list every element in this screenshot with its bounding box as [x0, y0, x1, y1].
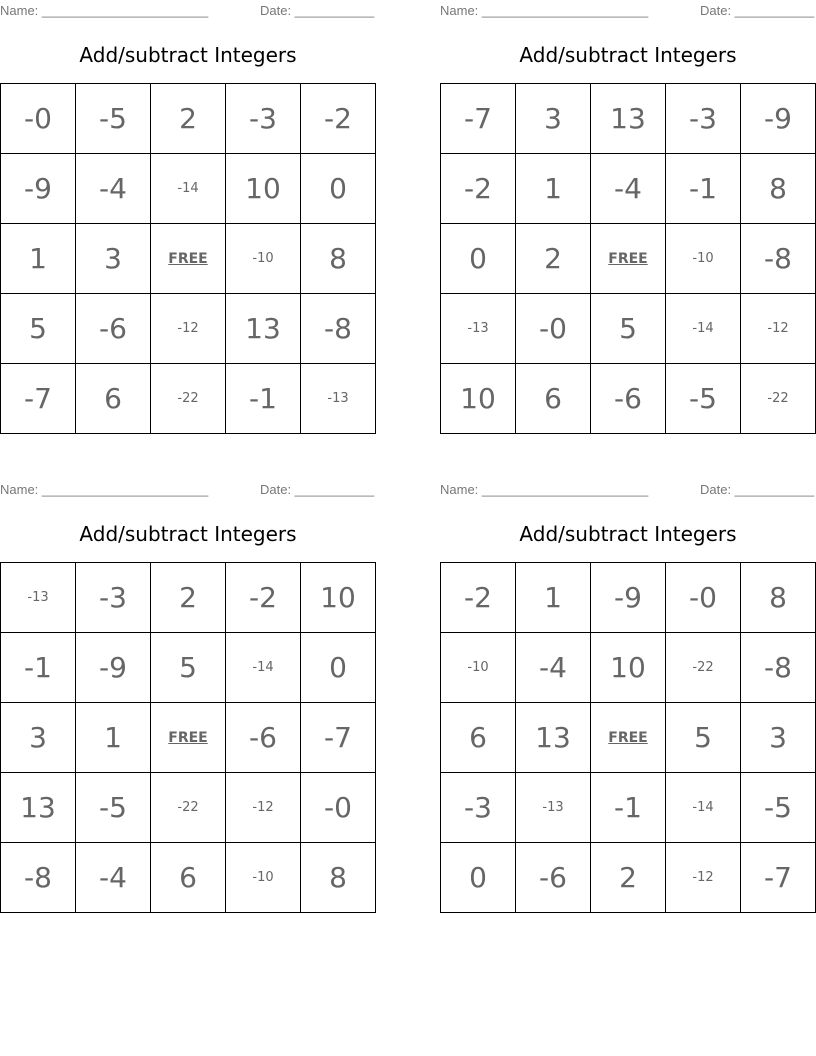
- grid-cell[interactable]: -6: [226, 703, 301, 773]
- grid-cell[interactable]: 2: [516, 224, 591, 294]
- grid-row: [1, 154, 376, 224]
- bingo-grid: [440, 562, 816, 913]
- grid-cell[interactable]: -0: [1, 84, 76, 154]
- grid-cell[interactable]: -22: [151, 364, 226, 434]
- grid-cell[interactable]: -9: [591, 563, 666, 633]
- grid-cell[interactable]: 8: [301, 224, 376, 294]
- grid-cell[interactable]: 2: [591, 843, 666, 913]
- grid-cell[interactable]: -0: [301, 773, 376, 843]
- grid-row: [1, 703, 376, 773]
- grid-cell[interactable]: -13: [1, 563, 76, 633]
- grid-cell[interactable]: 6: [151, 843, 226, 913]
- bingo-card-2: [440, 0, 816, 415]
- grid-cell[interactable]: -8: [741, 224, 816, 294]
- date-field-label[interactable]: Date: ___________: [700, 482, 815, 497]
- grid-cell[interactable]: 13: [226, 294, 301, 364]
- grid-cell[interactable]: 13: [591, 84, 666, 154]
- grid-row: [441, 773, 816, 843]
- grid-cell[interactable]: -12: [741, 294, 816, 364]
- grid-cell[interactable]: 0: [301, 633, 376, 703]
- grid-cell[interactable]: 10: [441, 364, 516, 434]
- grid-row: [441, 633, 816, 703]
- grid-cell[interactable]: 13: [516, 703, 591, 773]
- bingo-card-1: [0, 0, 376, 415]
- grid-cell[interactable]: 3: [516, 84, 591, 154]
- grid-cell[interactable]: -13: [301, 364, 376, 434]
- date-field-label[interactable]: Date: ___________: [260, 482, 375, 497]
- grid-cell[interactable]: -7: [301, 703, 376, 773]
- grid-cell[interactable]: 2: [151, 563, 226, 633]
- free-space-cell[interactable]: FREE: [591, 224, 666, 294]
- grid-row: [441, 563, 816, 633]
- grid-cell[interactable]: -8: [301, 294, 376, 364]
- grid-row: [1, 364, 376, 434]
- card-title: Add/subtract Integers: [519, 43, 737, 67]
- free-space-cell[interactable]: FREE: [151, 224, 226, 294]
- card-title: Add/subtract Integers: [79, 43, 297, 67]
- grid-cell[interactable]: -14: [151, 154, 226, 224]
- grid-row: [441, 154, 816, 224]
- grid-row: [441, 843, 816, 913]
- grid-cell[interactable]: -5: [76, 84, 151, 154]
- grid-cell[interactable]: 1: [516, 154, 591, 224]
- card-title: Add/subtract Integers: [79, 522, 297, 546]
- grid-cell[interactable]: -7: [741, 843, 816, 913]
- grid-cell[interactable]: 8: [301, 843, 376, 913]
- grid-cell[interactable]: 6: [441, 703, 516, 773]
- grid-cell[interactable]: -4: [76, 154, 151, 224]
- grid-cell[interactable]: -8: [741, 633, 816, 703]
- bingo-card-3: [0, 479, 376, 894]
- grid-cell[interactable]: 0: [441, 224, 516, 294]
- grid-cell[interactable]: -22: [151, 773, 226, 843]
- name-field-label[interactable]: Name: _______________________: [440, 3, 649, 18]
- grid-cell[interactable]: -2: [441, 563, 516, 633]
- grid-cell[interactable]: -12: [151, 294, 226, 364]
- grid-cell[interactable]: 10: [301, 563, 376, 633]
- grid-row: [1, 224, 376, 294]
- grid-cell[interactable]: -9: [741, 84, 816, 154]
- grid-cell[interactable]: 2: [151, 84, 226, 154]
- grid-row: [1, 633, 376, 703]
- bingo-grid: [0, 83, 376, 434]
- grid-cell[interactable]: 5: [1, 294, 76, 364]
- grid-cell[interactable]: -10: [441, 633, 516, 703]
- name-field-label[interactable]: Name: _______________________: [0, 3, 209, 18]
- grid-cell[interactable]: -8: [1, 843, 76, 913]
- grid-cell[interactable]: -10: [226, 224, 301, 294]
- grid-cell[interactable]: 0: [301, 154, 376, 224]
- grid-cell[interactable]: 10: [591, 633, 666, 703]
- card-header: [0, 479, 376, 501]
- free-space-cell[interactable]: FREE: [591, 703, 666, 773]
- grid-cell[interactable]: -6: [591, 364, 666, 434]
- grid-cell[interactable]: -3: [226, 84, 301, 154]
- bingo-grid: [0, 562, 376, 913]
- grid-row: [1, 294, 376, 364]
- grid-cell[interactable]: -3: [76, 563, 151, 633]
- grid-cell[interactable]: -13: [441, 294, 516, 364]
- grid-cell[interactable]: -1: [226, 364, 301, 434]
- grid-cell[interactable]: 1: [516, 563, 591, 633]
- grid-cell[interactable]: 5: [151, 633, 226, 703]
- grid-cell[interactable]: -6: [76, 294, 151, 364]
- grid-cell[interactable]: 5: [591, 294, 666, 364]
- grid-cell[interactable]: -6: [516, 843, 591, 913]
- grid-cell[interactable]: -22: [741, 364, 816, 434]
- grid-row: [1, 773, 376, 843]
- grid-cell[interactable]: -4: [516, 633, 591, 703]
- grid-cell[interactable]: -3: [666, 84, 741, 154]
- card-header: [440, 0, 816, 22]
- grid-row: [441, 224, 816, 294]
- grid-cell[interactable]: 1: [1, 224, 76, 294]
- grid-cell[interactable]: -5: [666, 364, 741, 434]
- free-space-cell[interactable]: FREE: [151, 703, 226, 773]
- grid-cell[interactable]: -7: [441, 84, 516, 154]
- bingo-grid: [440, 83, 816, 434]
- date-field-label[interactable]: Date: ___________: [260, 3, 375, 18]
- card-title: Add/subtract Integers: [519, 522, 737, 546]
- grid-cell[interactable]: -0: [516, 294, 591, 364]
- grid-cell[interactable]: -1: [1, 633, 76, 703]
- grid-cell[interactable]: 8: [741, 154, 816, 224]
- grid-cell[interactable]: 6: [516, 364, 591, 434]
- name-field-label[interactable]: Name: _______________________: [0, 482, 209, 497]
- grid-cell[interactable]: 6: [76, 364, 151, 434]
- grid-cell[interactable]: -7: [1, 364, 76, 434]
- grid-cell[interactable]: -3: [441, 773, 516, 843]
- grid-cell[interactable]: 0: [441, 843, 516, 913]
- bingo-card-4: [440, 479, 816, 894]
- grid-cell[interactable]: -9: [1, 154, 76, 224]
- grid-row: [441, 294, 816, 364]
- grid-cell[interactable]: -22: [666, 633, 741, 703]
- grid-cell[interactable]: 3: [76, 224, 151, 294]
- grid-cell[interactable]: -4: [591, 154, 666, 224]
- grid-cell[interactable]: -10: [666, 224, 741, 294]
- grid-cell[interactable]: -2: [441, 154, 516, 224]
- grid-row: [1, 563, 376, 633]
- grid-cell[interactable]: -1: [666, 154, 741, 224]
- grid-cell[interactable]: -12: [226, 773, 301, 843]
- card-header: [0, 0, 376, 22]
- card-header: [440, 479, 816, 501]
- grid-cell[interactable]: -5: [741, 773, 816, 843]
- grid-row: [1, 843, 376, 913]
- grid-cell[interactable]: -5: [76, 773, 151, 843]
- grid-cell[interactable]: -14: [666, 294, 741, 364]
- date-field-label[interactable]: Date: ___________: [700, 3, 815, 18]
- grid-cell[interactable]: -4: [76, 843, 151, 913]
- grid-cell[interactable]: -1: [591, 773, 666, 843]
- grid-cell[interactable]: 1: [76, 703, 151, 773]
- grid-row: [441, 703, 816, 773]
- grid-cell[interactable]: -14: [666, 773, 741, 843]
- grid-cell[interactable]: 13: [1, 773, 76, 843]
- grid-cell[interactable]: 3: [741, 703, 816, 773]
- grid-cell[interactable]: -0: [666, 563, 741, 633]
- grid-cell[interactable]: 5: [666, 703, 741, 773]
- grid-cell[interactable]: -14: [226, 633, 301, 703]
- grid-row: [1, 84, 376, 154]
- name-field-label[interactable]: Name: _______________________: [440, 482, 649, 497]
- grid-cell[interactable]: 3: [1, 703, 76, 773]
- grid-cell[interactable]: -12: [666, 843, 741, 913]
- grid-cell[interactable]: -10: [226, 843, 301, 913]
- grid-cell[interactable]: -9: [76, 633, 151, 703]
- grid-cell[interactable]: 10: [226, 154, 301, 224]
- grid-cell[interactable]: -13: [516, 773, 591, 843]
- grid-cell[interactable]: -2: [301, 84, 376, 154]
- grid-row: [441, 364, 816, 434]
- grid-cell[interactable]: -2: [226, 563, 301, 633]
- grid-row: [441, 84, 816, 154]
- grid-cell[interactable]: 8: [741, 563, 816, 633]
